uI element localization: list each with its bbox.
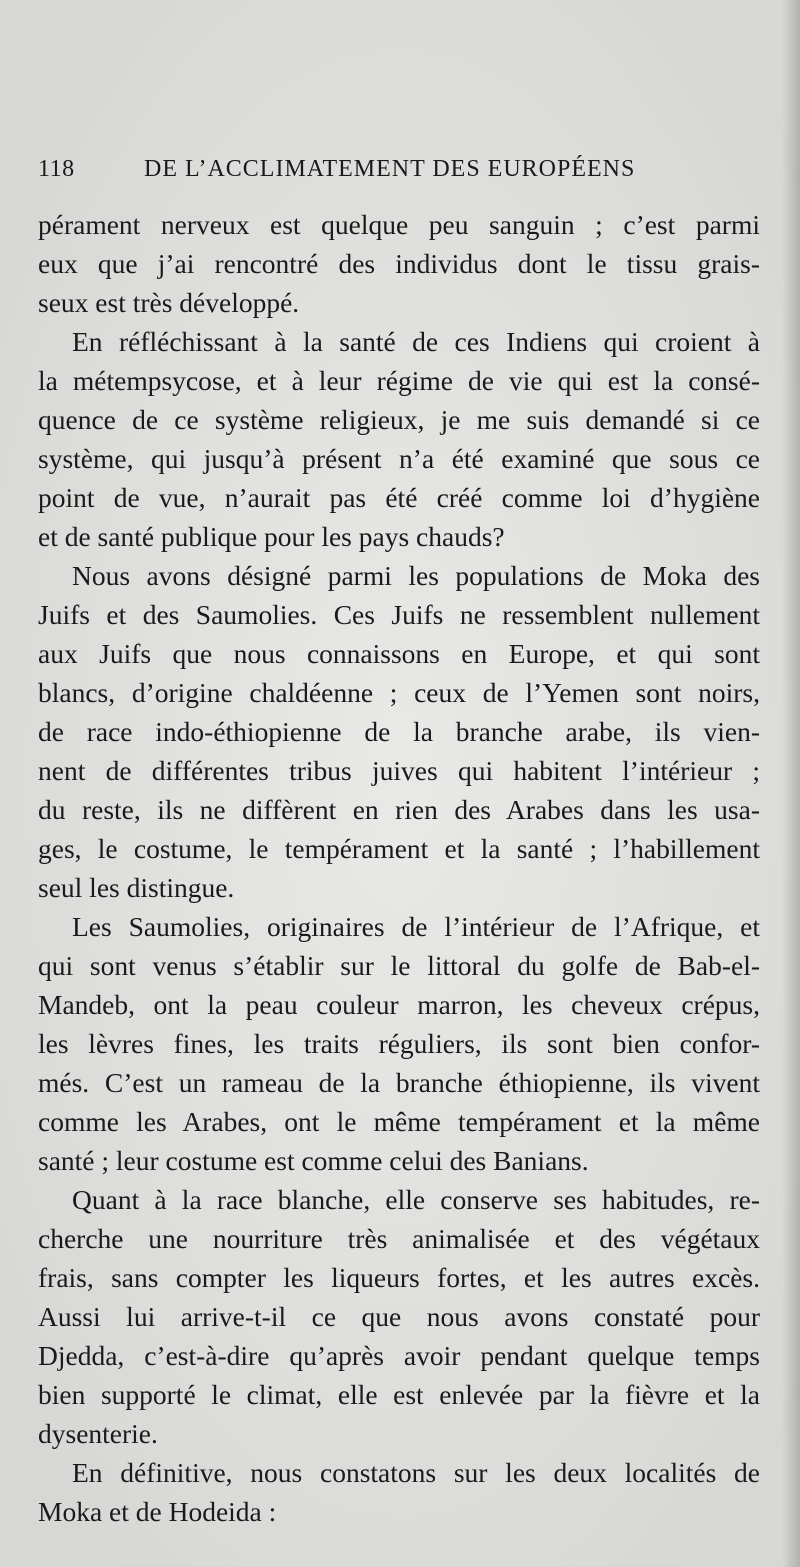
text-line: comme les Arabes, ont le même tempérament et la même xyxy=(38,1106,760,1137)
text-line: En définitive, nous constatons sur les deux localités de xyxy=(72,1457,760,1488)
text-line: més. C’est un rameau de la branche éthiopienne, ils vivent xyxy=(38,1067,760,1098)
page-edge-shadow xyxy=(782,0,800,1567)
text-line: système, qui jusqu’à présent n’a été examiné que sous ce xyxy=(38,443,760,474)
text-line: Quant à la race blanche, elle conserve ses habitudes, re- xyxy=(72,1184,760,1215)
text-line: Moka et de Hodeida : xyxy=(38,1496,277,1527)
text-line: les lèvres fines, les traits réguliers, ils sont bien confor- xyxy=(38,1028,760,1059)
text-line: Les Saumolies, originaires de l’intérieur de l’Afrique, et xyxy=(72,911,760,942)
text-line: qui sont venus s’établir sur le littoral du golfe de Bab-el- xyxy=(38,950,760,981)
text-line: seux est très développé. xyxy=(38,287,300,318)
text-line: Nous avons désigné parmi les populations de Moka des xyxy=(72,560,760,591)
text-line: cherche une nourriture très animalisée et des végétaux xyxy=(38,1223,760,1254)
running-title: DE L’ACCLIMATEMENT DES EUROPÉENS xyxy=(144,156,636,182)
text-line: Mandeb, ont la peau couleur marron, les cheveux crépus, xyxy=(38,989,760,1020)
text-line: point de vue, n’aurait pas été créé comme loi d’hygiène xyxy=(38,482,760,513)
text-line: de race indo-éthiopienne de la branche arabe, ils vien- xyxy=(38,716,760,747)
page-number: 118 xyxy=(38,156,75,182)
text-line: ges, le costume, le tempérament et la santé ; l’habillement xyxy=(38,833,760,864)
text-line: santé ; leur costume est comme celui des Banians. xyxy=(38,1145,589,1176)
text-line: et de santé publique pour les pays chauds? xyxy=(38,521,505,552)
text-line: eux que j’ai rencontré des individus dont le tissu grais- xyxy=(38,248,760,279)
text-line: aux Juifs que nous connaissons en Europe, et qui sont xyxy=(38,638,760,669)
text-line: En réfléchissant à la santé de ces Indiens qui croient à xyxy=(72,326,760,357)
text-line: blancs, d’origine chaldéenne ; ceux de l’Yemen sont noirs, xyxy=(38,677,760,708)
text-line: bien supporté le climat, elle est enlevée par la fièvre et la xyxy=(38,1379,760,1410)
text-line: Aussi lui arrive-t-il ce que nous avons constaté pour xyxy=(38,1301,760,1332)
body-text xyxy=(38,205,760,1531)
text-line: seul les distingue. xyxy=(38,872,235,903)
running-header xyxy=(38,156,758,196)
text-line: du reste, ils ne diffèrent en rien des Arabes dans les usa- xyxy=(38,794,760,825)
text-line: frais, sans compter les liqueurs fortes, et les autres excès. xyxy=(38,1262,760,1293)
text-line: la métempsycose, et à leur régime de vie qui est la consé- xyxy=(38,365,760,396)
text-line: Juifs et des Saumolies. Ces Juifs ne ressemblent nullement xyxy=(38,599,760,630)
text-line: quence de ce système religieux, je me suis demandé si ce xyxy=(38,404,760,435)
text-line: pérament nerveux est quelque peu sanguin ; c’est parmi xyxy=(38,209,760,240)
text-line: nent de différentes tribus juives qui habitent l’intérieur ; xyxy=(38,755,760,786)
text-line: Djedda, c’est-à-dire qu’après avoir pendant quelque temps xyxy=(38,1340,760,1371)
text-line: dysenterie. xyxy=(38,1418,158,1449)
